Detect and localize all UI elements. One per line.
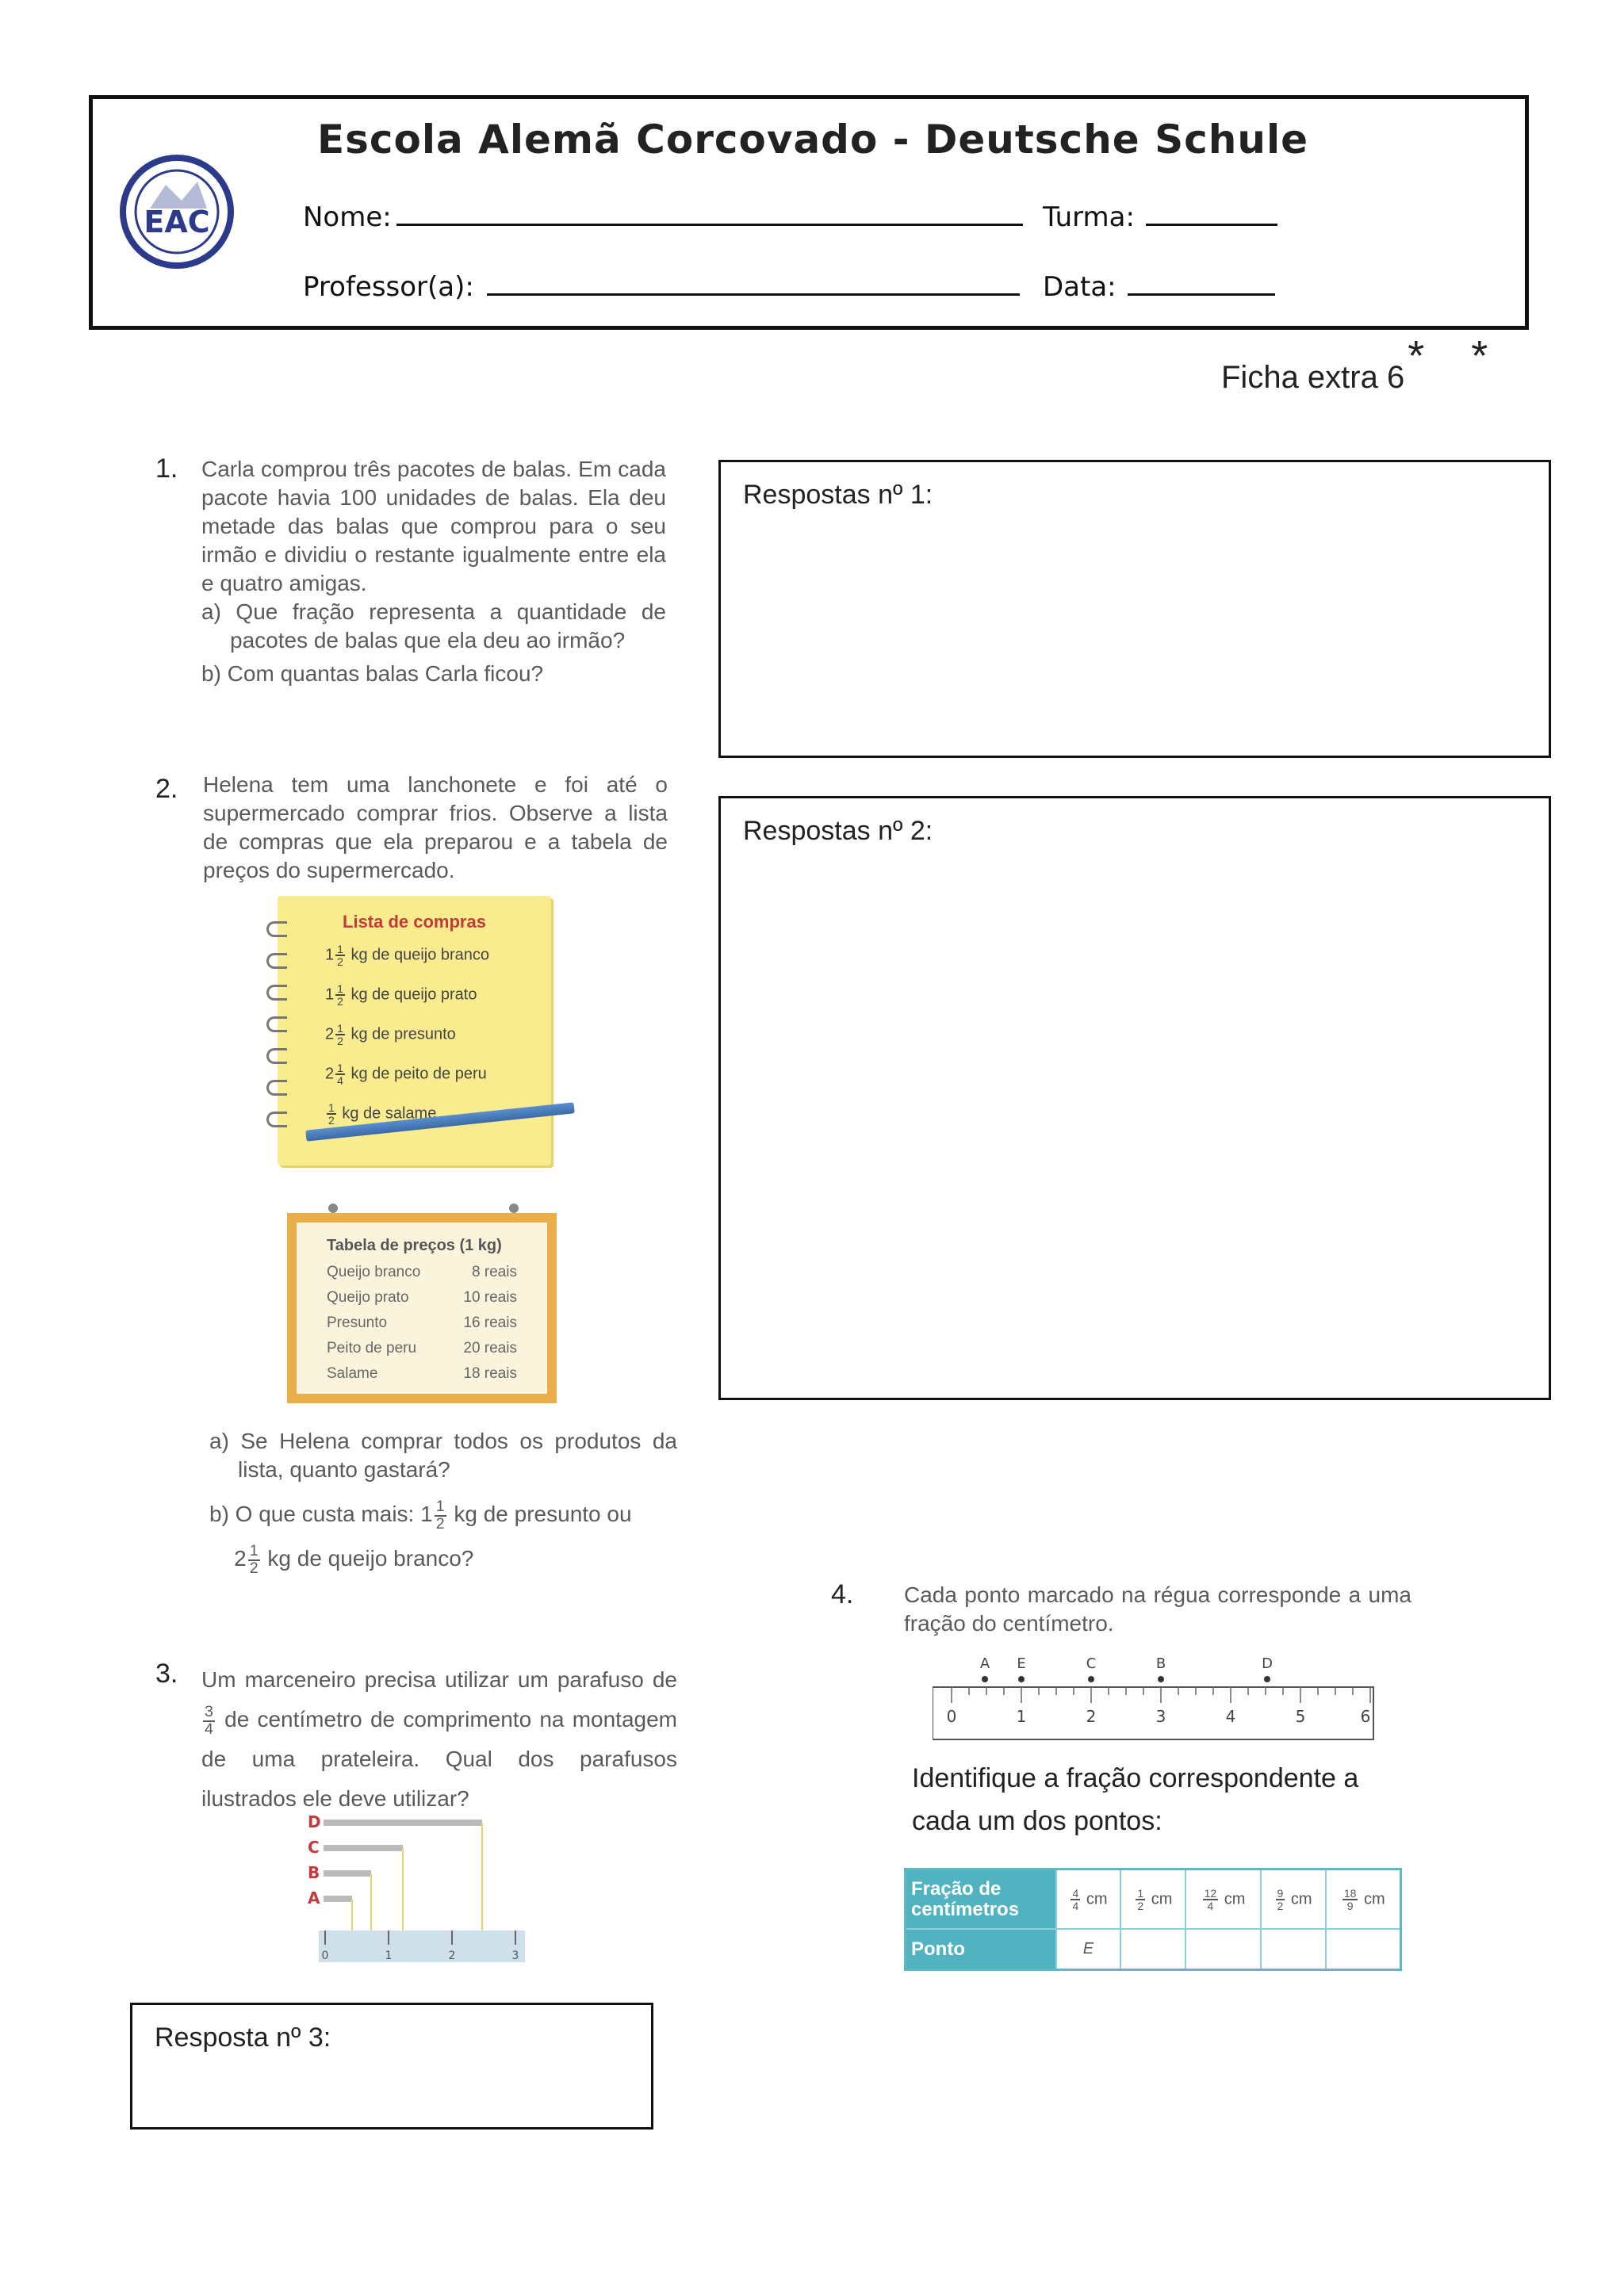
q3-ruler-label: 2 xyxy=(448,1950,456,1962)
list-item: 1 $\frac{1}{2}$ kg de queijo branco xyxy=(325,943,490,968)
header-box xyxy=(89,95,1529,330)
q2-text: Helena tem uma lanchonete e foi até o supermercado comprar frios. Observe a lista de compras que ela preparou e a tabela de preços do supermercado. xyxy=(203,772,668,882)
name-line[interactable] xyxy=(396,201,1023,226)
point-b xyxy=(1158,1676,1164,1682)
answer-label-1: Respostas nº 1: xyxy=(743,480,933,510)
q3-ruler-label: 1 xyxy=(385,1950,393,1962)
spiral-ring xyxy=(266,1048,287,1064)
q4-ruler-label: 2 xyxy=(1086,1707,1097,1726)
class-label: Turma: xyxy=(1043,201,1135,233)
q4-ruler xyxy=(933,1687,1373,1739)
point-label-e: E xyxy=(1017,1655,1026,1672)
name-field[interactable] xyxy=(303,201,1023,233)
answer-box-2[interactable] xyxy=(718,796,1551,1400)
worksheet-title xyxy=(1221,332,1506,398)
answer-label-3: Resposta nº 3: xyxy=(155,2022,331,2053)
point-cell[interactable]: E xyxy=(1056,1929,1121,1969)
pin-icon xyxy=(509,1203,519,1213)
q4-ruler-label: 1 xyxy=(1016,1707,1027,1726)
point-label-c: C xyxy=(1086,1655,1097,1672)
point-label-a: A xyxy=(979,1655,990,1672)
screw-d xyxy=(324,1820,482,1826)
date-field[interactable] xyxy=(1043,270,1275,303)
teacher-line[interactable] xyxy=(487,270,1020,296)
price-row: Salame 18 reais xyxy=(327,1365,517,1382)
q4-ruler-figure xyxy=(933,1654,1392,1744)
screw-label-c: C xyxy=(308,1838,320,1857)
difficulty-stars: * * xyxy=(1408,332,1506,380)
q1-part-b: b) Com quantas balas Carla ficou? xyxy=(201,661,544,686)
screw-label-d: D xyxy=(308,1812,321,1831)
teacher-label: Professor(a): xyxy=(303,271,474,303)
point-a xyxy=(982,1676,988,1682)
q1-part-a: a) Que fração representa a quantidade de pacotes de balas que ela deu ao irmão? xyxy=(201,599,666,652)
screw-a xyxy=(324,1896,352,1902)
q3-ruler-label: 3 xyxy=(511,1950,519,1962)
answer-box-1[interactable] xyxy=(718,460,1551,758)
point-cell[interactable] xyxy=(1261,1929,1326,1969)
q4-text: Cada ponto marcado na régua corresponde a uma fração do centímetro. xyxy=(904,1582,1411,1636)
point-label-b: B xyxy=(1155,1655,1166,1672)
fraction-cell: $\frac{18}{9}$ cm xyxy=(1326,1869,1401,1930)
class-line[interactable] xyxy=(1146,201,1277,226)
spiral-ring xyxy=(266,985,287,1001)
screw-label-b: B xyxy=(308,1863,320,1882)
pin-icon xyxy=(328,1203,338,1213)
list-item: 1 $\frac{1}{2}$ kg de queijo prato xyxy=(325,982,477,1008)
screw-b xyxy=(324,1870,371,1877)
teacher-field[interactable] xyxy=(303,270,1020,303)
school-name: Escola Alemã Corcovado - Deutsche Schule xyxy=(316,117,1309,163)
point-c xyxy=(1088,1676,1094,1682)
spiral-ring xyxy=(266,1016,287,1032)
spiral-ring xyxy=(266,1112,287,1127)
q4-number: 4. xyxy=(831,1579,854,1609)
q2-part-b: b) O que custa mais: 1 $\frac{1}{2}$ kg de presunto ou 2 $\frac{1}{2}$ kg de queijo branco? xyxy=(209,1498,632,1577)
fraction-cell: $\frac{4}{4}$ cm xyxy=(1056,1869,1121,1930)
q4-ruler-label: 5 xyxy=(1295,1707,1306,1726)
q3-text: Um marceneiro precisa utilizar um parafuso de $\frac{3}{4}$ de centímetro de comprimento na montagem de uma prateleira. Qual dos parafusos ilustrados ele deve utilizar? xyxy=(201,1667,678,1811)
screws-figure xyxy=(301,1812,539,1970)
q2-part-a: a) Se Helena comprar todos os produtos da lista, quanto gastará? xyxy=(209,1429,677,1482)
fraction-cell: $\frac{1}{2}$ cm xyxy=(1120,1869,1185,1930)
q1-text xyxy=(201,455,666,688)
price-row: Queijo branco 8 reais xyxy=(327,1264,517,1280)
q3-ruler-label: 0 xyxy=(321,1950,329,1962)
screw-label-a: A xyxy=(308,1888,320,1908)
q2-number: 2. xyxy=(155,774,178,804)
date-line[interactable] xyxy=(1128,270,1275,296)
spiral-ring xyxy=(266,953,287,969)
price-row: Presunto 16 reais xyxy=(327,1314,517,1331)
q4-ruler-label: 6 xyxy=(1360,1707,1371,1726)
q4-ruler-label: 3 xyxy=(1155,1707,1166,1726)
table-header-fraction: Fração de centímetros xyxy=(906,1869,1056,1930)
answer-label-2: Respostas nº 2: xyxy=(743,816,933,846)
q1-number: 1. xyxy=(155,453,178,484)
point-cell[interactable] xyxy=(1326,1929,1401,1969)
fraction-cell: $\frac{9}{2}$ cm xyxy=(1261,1869,1326,1930)
list-item: 2 $\frac{1}{4}$ kg de peito de peru xyxy=(325,1062,487,1087)
point-e xyxy=(1018,1676,1025,1682)
q4-ruler-label: 4 xyxy=(1225,1707,1236,1726)
table-header-point: Ponto xyxy=(906,1929,1056,1969)
date-label: Data: xyxy=(1043,271,1116,303)
shopping-list-title: Lista de compras xyxy=(343,912,486,932)
q3-ruler xyxy=(319,1931,525,1962)
price-table xyxy=(287,1213,557,1403)
point-d xyxy=(1264,1676,1270,1682)
price-table-title: Tabela de preços (1 kg) xyxy=(327,1237,502,1254)
answer-box-3[interactable] xyxy=(130,2003,653,2130)
q4-fraction-table xyxy=(904,1868,1402,1971)
fraction-cell: $\frac{12}{4}$ cm xyxy=(1185,1869,1260,1930)
name-label: Nome: xyxy=(303,201,392,233)
screw-c xyxy=(324,1845,403,1851)
school-logo xyxy=(118,153,236,270)
q4-instruction: Identifique a fração correspondente a cada um dos pontos: xyxy=(912,1763,1359,1836)
price-row: Queijo prato 10 reais xyxy=(327,1289,517,1306)
q1-statement: Carla comprou três pacotes de balas. Em cada pacote havia 100 unidades de balas. Ela deu metade das balas que comprou para o seu irmão e dividiu o restante igualmente entre ela e quatro amigas. xyxy=(201,457,666,595)
spiral-ring xyxy=(266,1080,287,1096)
point-cell[interactable] xyxy=(1120,1929,1185,1969)
point-label-d: D xyxy=(1262,1655,1273,1672)
point-cell[interactable] xyxy=(1185,1929,1260,1969)
svg-text:EAC: EAC xyxy=(144,205,210,239)
worksheet-label: Ficha extra 6 xyxy=(1221,360,1405,395)
price-row: Peito de peru 20 reais xyxy=(327,1340,517,1357)
list-item: 2 $\frac{1}{2}$ kg de presunto xyxy=(325,1022,456,1047)
list-item: $\frac{1}{2}$ kg de salame xyxy=(328,1101,437,1127)
q3-number: 3. xyxy=(155,1659,178,1689)
class-field[interactable] xyxy=(1043,201,1277,233)
q4-ruler-label: 0 xyxy=(946,1707,957,1726)
